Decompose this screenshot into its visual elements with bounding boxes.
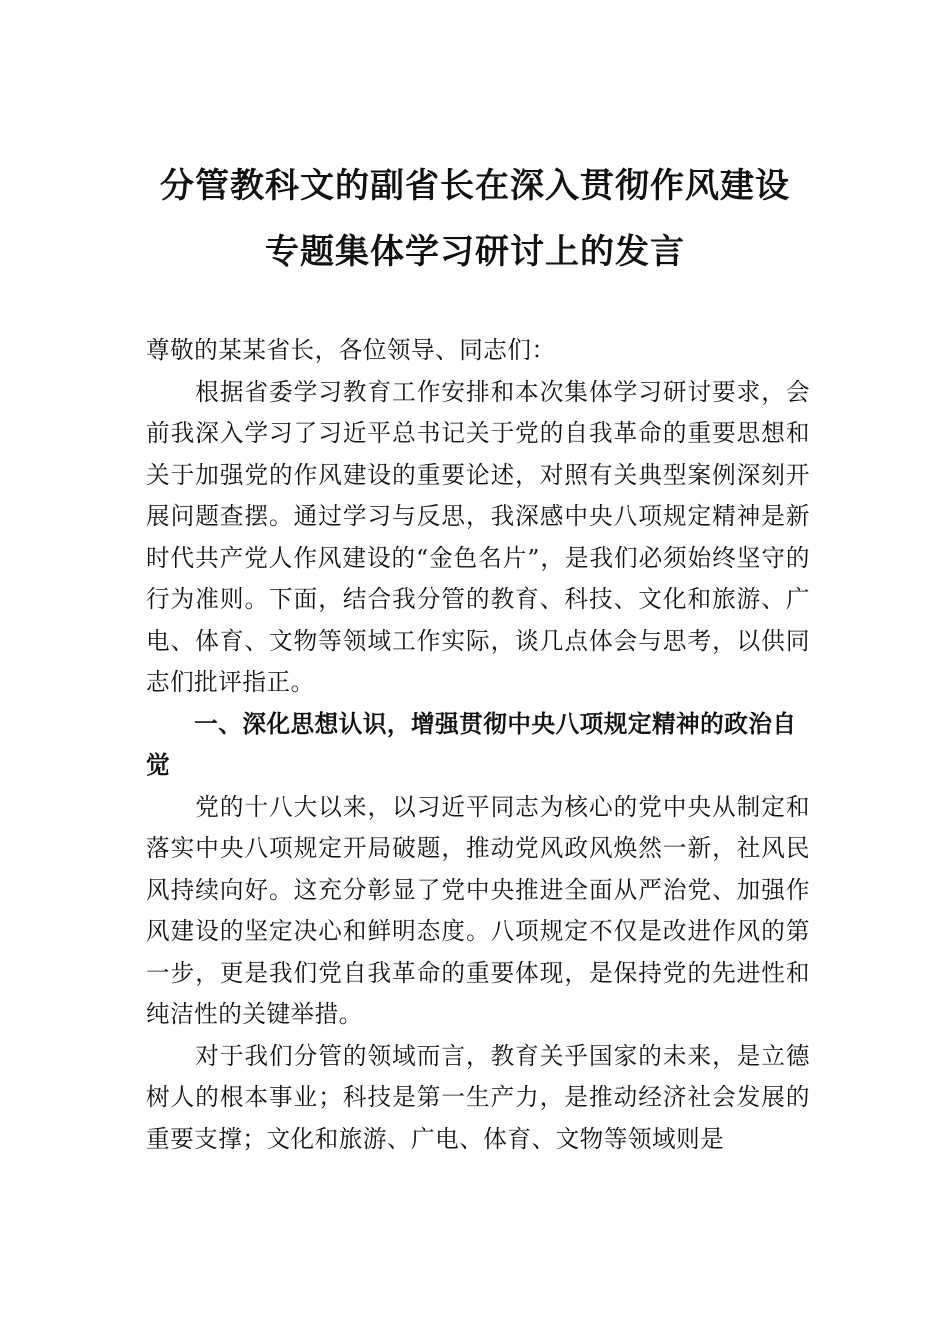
- paragraph-section-1-a: 党的十八大以来，以习近平同志为核心的党中央从制定和落实中央八项规定开局破题，推动党风政风焕然一新，社风民风持续向好。这充分彰显了党中央推进全面从严治党、加强作风建设的坚定决心和鲜明态度。八项规定不仅是改进作风的第一步，更是我们党自我革命的重要体现，是保持党的先进性和纯洁性的关键举措。: [146, 792, 810, 1028]
- greeting: 尊敬的某某省长，各位领导、同志们：: [146, 336, 556, 364]
- section-heading-1: 一、深化思想认识，增强贯彻中央八项规定精神的政治自觉: [146, 709, 797, 779]
- document-title-line-1: 分管教科文的副省长在深入贯彻作风建设: [160, 166, 790, 206]
- paragraph-section-1-b: 对于我们分管的领域而言，教育关乎国家的未来，是立德树人的根本事业；科技是第一生产力，是推动经济社会发展的重要支撑；文化和旅游、广电、体育、文物等领域则是: [146, 1041, 810, 1153]
- document-title-line-2: 专题集体学习研讨上的发言: [265, 232, 685, 272]
- document-body: [146, 330, 810, 1160]
- paragraph-intro: 根据省委学习教育工作安排和本次集体学习研讨要求，会前我深入学习了习近平总书记关于党的自我革命的重要思想和关于加强党的作风建设的重要论述，对照有关典型案例深刻开展问题查摆。通过学习与反思，我深感中央八项规定精神是新时代共产党人作风建设的“金色名片”，是我们必须始终坚守的行为准则。下面，结合我分管的教育、科技、文化和旅游、广电、体育、文物等领域工作实际，谈几点体会与思考，以供同志们批评指正。: [146, 377, 810, 696]
